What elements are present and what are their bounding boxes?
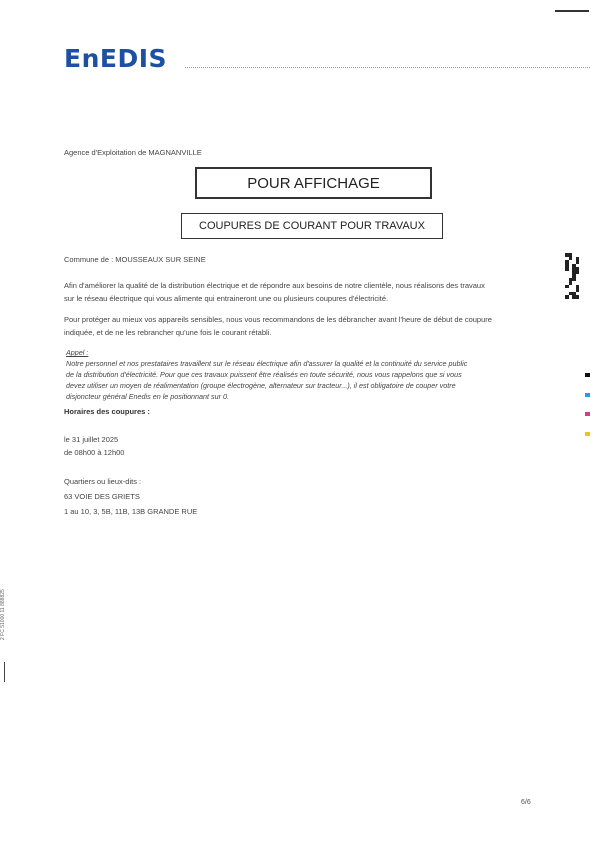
notice-heading: Appel : [66,348,89,357]
intro-line: Afin d'améliorer la qualité de la distribution électrique et de répondre aux besoins de notre clientèle, nous réalisons des travaux [64,281,485,290]
color-swatch [585,393,590,397]
advice-line: indiquée, et de ne les rebrancher qu'une fois le courant rétabli. [64,328,272,337]
header-divider [185,67,590,68]
datamatrix-code-icon [565,253,579,299]
places-line: 1 au 10, 3, 5B, 11B, 13B GRANDE RUE [64,507,198,516]
agency-line: Agence d'Exploitation de MAGNANVILLE [64,148,202,157]
color-swatch [585,373,590,377]
hours-line: le 31 juillet 2025 [64,435,119,444]
color-swatch [585,432,590,436]
color-swatch [585,412,590,416]
notice-line: de la distribution d'électricité. Pour que ces travaux puissent être réalisés en toute sécurité, nous vous rappelons que si vous [66,370,462,379]
margin-tick [4,662,5,682]
title-box [195,167,432,199]
hours-line: de 08h00 à 12h00 [64,448,125,457]
safety-notice [66,347,536,402]
page-title: POUR AFFICHAGE [247,174,380,192]
hours-title: Horaires des coupures : [64,407,150,416]
enedis-logo: EnEDIS [64,44,168,73]
places-title: Quartiers ou lieux-dits : [64,477,142,486]
margin-scan-code: 2 FC 51000 11 888825 [0,589,6,640]
page-number: 6/6 [521,799,531,806]
commune-line: Commune de : MOUSSEAUX SUR SEINE [64,255,206,264]
page-subtitle: COUPURES DE COURANT POUR TRAVAUX [199,220,425,232]
subtitle-box [181,213,443,239]
intro-line: sur le réseau électrique qui vous alimente qui entraineront une ou plusieurs coupures d'électricité. [64,294,389,303]
notice-line: devez utiliser un moyen de réalimentation (groupe électrogène, alternateur sur tracteur...), il est obligatoire de couper votre [66,381,456,390]
notice-line: Notre personnel et nos prestataires travaillent sur le réseau électrique afin d'assurer la qualité et la continuité du service public [66,359,468,368]
scan-edge-line [555,10,589,12]
places-line: 63 VOIE DES GRIETS [64,492,140,501]
advice-line: Pour protéger au mieux vos appareils sensibles, nous vous recommandons de les débrancher avant l'heure de début de coupure [64,315,492,324]
notice-line: disjoncteur général Enedis en le positionnant sur 0. [66,392,230,401]
